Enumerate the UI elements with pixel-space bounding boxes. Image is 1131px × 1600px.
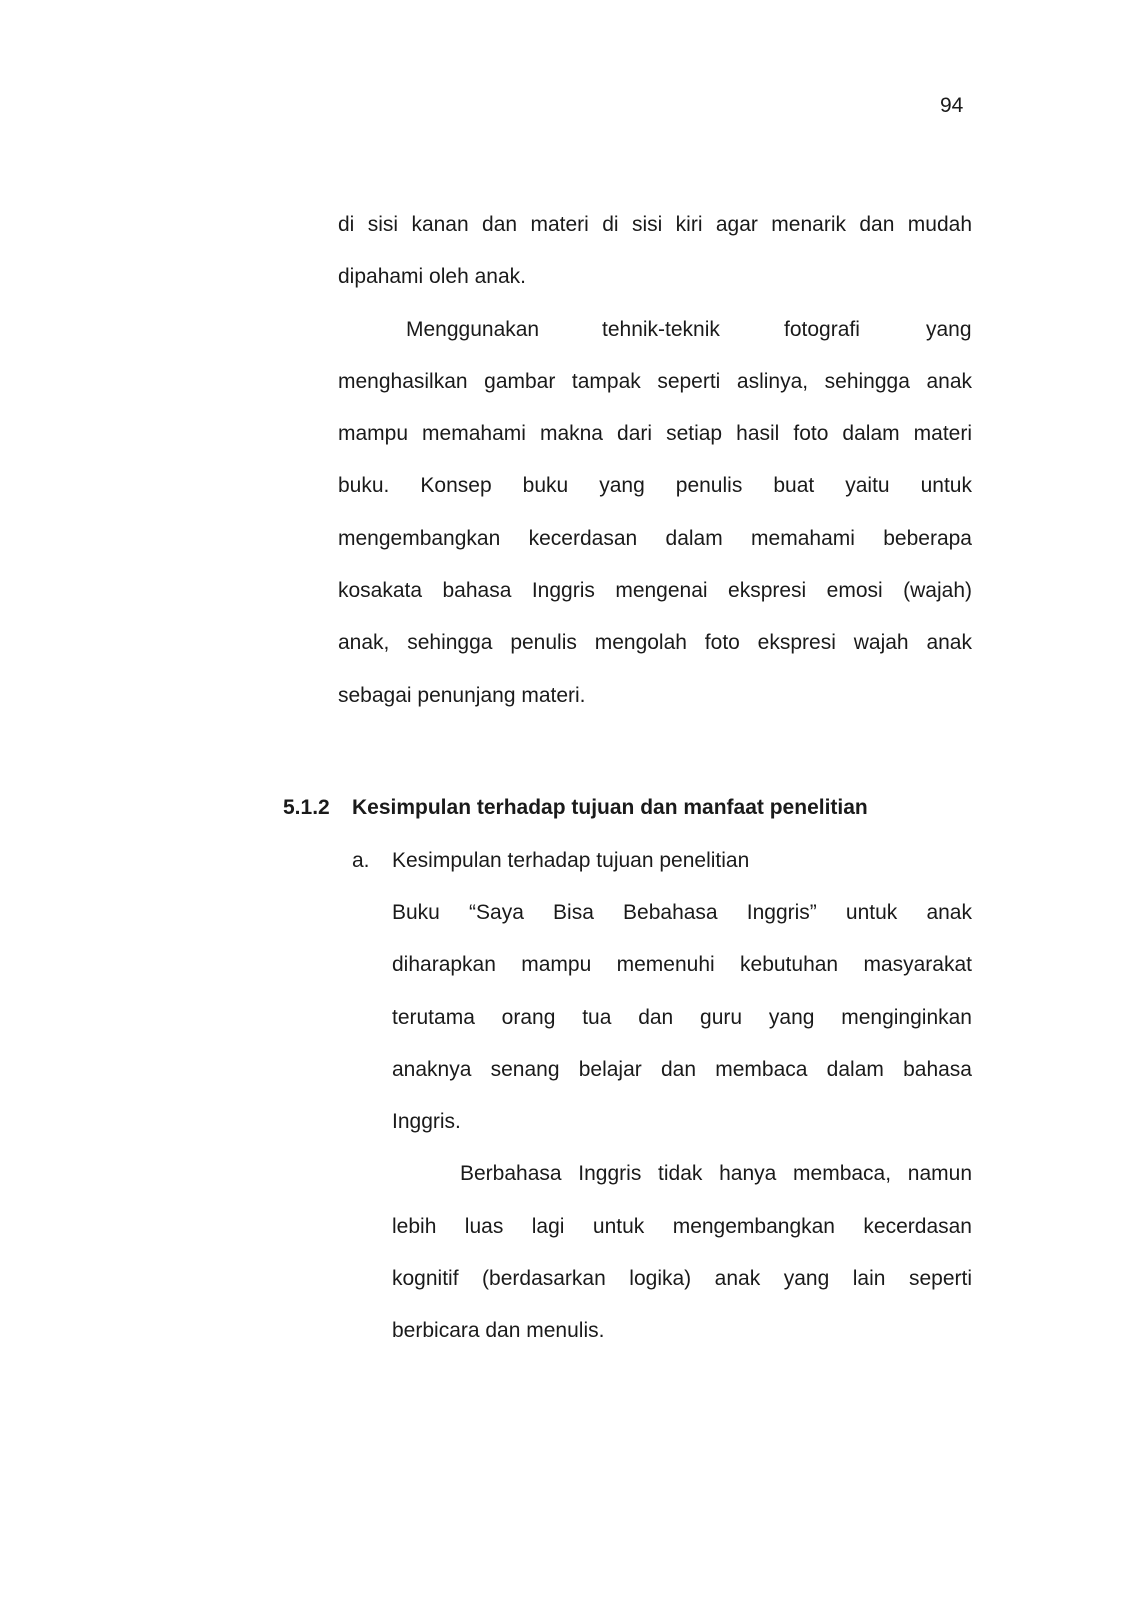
page-number: 94 <box>940 94 964 117</box>
text-line: kognitif (berdasarkan logika) anak yang lain seperti <box>392 1267 972 1290</box>
text-line: diharapkan mampu memenuhi kebutuhan masyarakat <box>392 953 972 976</box>
text-line: berbicara dan menulis. <box>392 1319 605 1342</box>
text-line-word: tehnik-teknik <box>602 318 720 341</box>
list-marker: a. <box>352 849 370 872</box>
text-line: anak, sehingga penulis mengolah foto ekspresi wajah anak <box>338 631 972 654</box>
list-item-title: Kesimpulan terhadap tujuan penelitian <box>392 849 750 872</box>
text-line: Berbahasa Inggris tidak hanya membaca, namun <box>460 1162 972 1185</box>
section-number: 5.1.2 <box>283 796 330 819</box>
text-line: sebagai penunjang materi. <box>338 684 586 707</box>
text-line: mengembangkan kecerdasan dalam memahami beberapa <box>338 527 972 550</box>
text-line: terutama orang tua dan guru yang menginginkan <box>392 1006 972 1029</box>
text-line: anaknya senang belajar dan membaca dalam bahasa <box>392 1058 972 1081</box>
text-line: lebih luas lagi untuk mengembangkan kecerdasan <box>392 1215 972 1238</box>
section-title: Kesimpulan terhadap tujuan dan manfaat penelitian <box>352 796 868 819</box>
text-line: buku. Konsep buku yang penulis buat yaitu untuk <box>338 474 972 497</box>
text-line: di sisi kanan dan materi di sisi kiri agar menarik dan mudah <box>338 213 972 236</box>
text-line-word: yang <box>926 318 972 341</box>
text-line: kosakata bahasa Inggris mengenai ekspresi emosi (wajah) <box>338 579 972 602</box>
text-line-word: fotografi <box>784 318 860 341</box>
text-line: menghasilkan gambar tampak seperti aslinya, sehingga anak <box>338 370 972 393</box>
text-line: Buku “Saya Bisa Bebahasa Inggris” untuk anak <box>392 901 972 924</box>
text-line: Inggris. <box>392 1110 461 1133</box>
text-line-word: Menggunakan <box>406 318 540 341</box>
text-line: dipahami oleh anak. <box>338 265 526 288</box>
text-line: mampu memahami makna dari setiap hasil foto dalam materi <box>338 422 972 445</box>
